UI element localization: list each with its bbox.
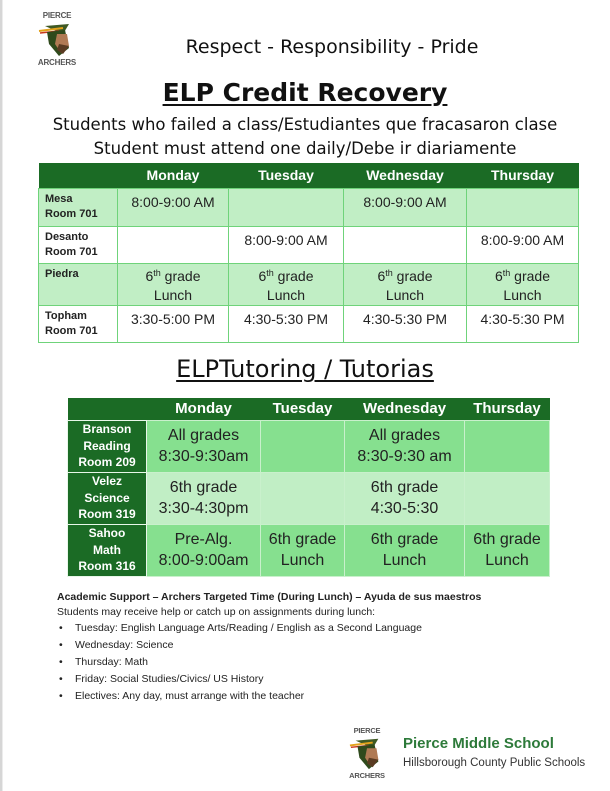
logo-text-top: PIERCE	[42, 11, 72, 20]
list-item: • Tuesday: English Language Arts/Reading / English as a Second Language	[57, 620, 577, 637]
teacher-label: Topham Room 701	[39, 305, 118, 342]
archers-logo-footer	[340, 726, 394, 780]
teacher-label: Velez Science Room 319	[68, 472, 147, 524]
schedule-cell	[465, 472, 550, 524]
schedule-cell: 8:00-9:00 AM	[344, 188, 467, 226]
schedule-cell: All grades 8:30-9:30am	[147, 420, 261, 472]
academic-support-intro: Students may receive help or catch up on assignments during lunch:	[57, 606, 376, 618]
school-name: Pierce Middle School	[403, 735, 554, 752]
schedule-cell	[467, 188, 579, 226]
schedule-cell	[118, 226, 229, 263]
page-title: ELP Credit Recovery	[162, 78, 448, 107]
schedule-cell: 4:30-5:30 PM	[344, 305, 467, 342]
list-item: • Thursday: Math	[57, 654, 577, 671]
header-cell-blank	[39, 163, 118, 188]
table-row-piedra	[39, 263, 579, 305]
school-motto: Respect - Responsibility - Pride	[185, 36, 479, 58]
schedule-cell: 4:30-5:30 PM	[229, 305, 344, 342]
list-item: • Friday: Social Studies/Civics/ US History	[57, 671, 577, 688]
table-row-velez	[68, 472, 550, 524]
schedule-cell	[261, 420, 345, 472]
schedule-cell: 6th grade Lunch	[345, 524, 465, 576]
schedule-cell	[344, 226, 467, 263]
schedule-cell: 6th grade Lunch	[344, 263, 467, 305]
table-row-topham	[39, 305, 579, 342]
header-thursday: Thursday	[465, 398, 550, 420]
teacher-label: Mesa Room 701	[39, 188, 118, 226]
district-name: Hillsborough County Public Schools	[403, 757, 586, 769]
tutoring-title: ELPTutoring / Tutorias	[176, 355, 434, 383]
logo-text-bottom: ARCHERS	[37, 58, 77, 67]
logo-text-top: PIERCE	[353, 726, 381, 735]
header-thursday: Thursday	[467, 163, 579, 188]
table-header-row	[68, 398, 550, 420]
schedule-cell: 4:30-5:30 PM	[467, 305, 579, 342]
academic-support-list	[57, 620, 577, 705]
tutoring-table	[67, 398, 550, 577]
academic-support-heading: Academic Support – Archers Targeted Time (During Lunch) – Ayuda de sus maestros	[57, 591, 482, 603]
header-cell-blank	[68, 398, 147, 420]
schedule-cell: 6th grade Lunch	[467, 263, 579, 305]
table-row-mesa	[39, 188, 579, 226]
schedule-cell: 8:00-9:00 AM	[118, 188, 229, 226]
schedule-cell: 3:30-5:00 PM	[118, 305, 229, 342]
header-tuesday: Tuesday	[261, 398, 345, 420]
logo-text-bottom: ARCHERS	[349, 771, 385, 780]
schedule-cell: 6th grade 3:30-4:30pm	[147, 472, 261, 524]
teacher-label: Sahoo Math Room 316	[68, 524, 147, 576]
header-monday: Monday	[118, 163, 229, 188]
header-monday: Monday	[147, 398, 261, 420]
schedule-cell: Pre-Alg. 8:00-9:00am	[147, 524, 261, 576]
list-item: • Wednesday: Science	[57, 637, 577, 654]
header-wednesday: Wednesday	[345, 398, 465, 420]
teacher-label: Desanto Room 701	[39, 226, 118, 263]
academic-support-section	[57, 591, 577, 705]
credit-recovery-table	[38, 163, 579, 343]
table-row-branson	[68, 420, 550, 472]
schedule-cell: 6th grade Lunch	[118, 263, 229, 305]
schedule-cell	[465, 420, 550, 472]
table-row-sahoo	[68, 524, 550, 576]
schedule-cell: 6th grade Lunch	[261, 524, 345, 576]
schedule-cell	[261, 472, 345, 524]
schedule-cell: 6th grade Lunch	[229, 263, 344, 305]
header-wednesday: Wednesday	[344, 163, 467, 188]
schedule-cell: 8:00-9:00 AM	[467, 226, 579, 263]
teacher-label: Branson Reading Room 209	[68, 420, 147, 472]
table-row-desanto	[39, 226, 579, 263]
schedule-cell	[229, 188, 344, 226]
header-tuesday: Tuesday	[229, 163, 344, 188]
table-header-row	[39, 163, 579, 188]
subtitle-failed-class: Students who failed a class/Estudiantes que fracasaron clase	[52, 115, 558, 134]
list-item: • Electives: Any day, must arrange with the teacher	[57, 688, 577, 705]
schedule-cell: All grades 8:30-9:30 am	[345, 420, 465, 472]
subtitle-attend-daily: Student must attend one daily/Debe ir diariamente	[93, 139, 517, 158]
schedule-cell: 6th grade 4:30-5:30	[345, 472, 465, 524]
teacher-label: Piedra	[39, 263, 118, 305]
archer-mascot-icon	[348, 735, 386, 771]
schedule-cell: 6th grade Lunch	[465, 524, 550, 576]
schedule-cell: 8:00-9:00 AM	[229, 226, 344, 263]
